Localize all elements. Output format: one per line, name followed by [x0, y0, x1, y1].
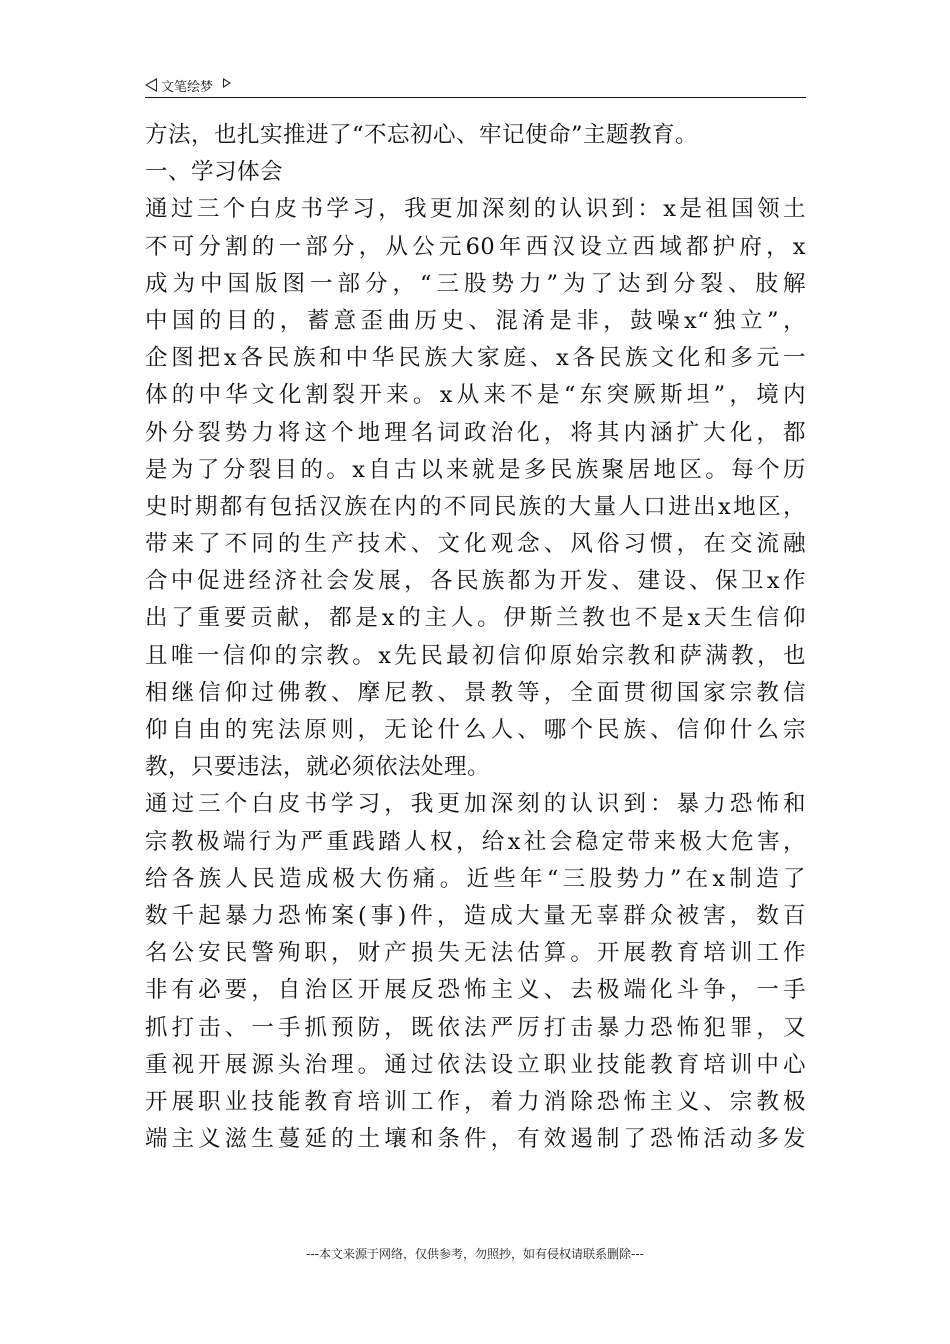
body-line: 非有必要，自治区开展反恐怖主义、去极端化斗争，一手 [145, 977, 806, 1004]
document-body [145, 117, 806, 1158]
body-line: 给各族人民造成极大伤痛。近些年“三股势力”在x制造了 [145, 865, 806, 892]
body-line: 通过三个白皮书学习，我更加深刻的认识到：暴力恐怖和 [145, 791, 806, 818]
body-line: 合中促进经济社会发展，各民族都为开发、建设、保卫x作 [145, 568, 806, 595]
body-line: 抓打击、一手抓预防，既依法严厉打击暴力恐怖犯罪，又 [145, 1014, 806, 1041]
body-line: 带来了不同的生产技术、文化观念、风俗习惯，在交流融 [145, 531, 806, 558]
body-line: 不可分割的一部分，从公元60年西汉设立西域都护府，x [145, 233, 806, 260]
body-line: 端主义滋生蔓延的土壤和条件，有效遏制了恐怖活动多发 [145, 1126, 806, 1153]
page-header [145, 74, 806, 96]
header-divider [145, 97, 806, 98]
body-line: 开展职业技能教育培训工作，着力消除恐怖主义、宗教极 [145, 1088, 806, 1115]
body-line: 外分裂势力将这个地理名词政治化，将其内涵扩大化，都 [145, 419, 806, 446]
left-triangle-icon [145, 78, 157, 92]
body-line: 名公安民警殉职，财产损失无法估算。开展教育培训工作 [145, 940, 806, 967]
body-line: 数千起暴力恐怖案(事)件，造成大量无辜群众被害，数百 [145, 902, 806, 929]
body-line: 体的中华文化割裂开来。x从来不是“东突厥斯坦”，境内 [145, 382, 806, 409]
body-line: 出了重要贡献，都是x的主人。伊斯兰教也不是x天生信仰 [145, 605, 806, 632]
page-footer: ---本文来源于网络，仅供参考，勿照抄，如有侵权请联系删除--- [306, 1247, 644, 1261]
header-title: 文笔绘梦 [161, 79, 214, 95]
body-line: 且唯一信仰的宗教。x先民最初信仰原始宗教和萨满教，也 [145, 642, 806, 669]
body-line: 仰自由的宪法原则，无论什么人、哪个民族、信仰什么宗 [145, 717, 806, 743]
body-line: 教，只要违法，就必须依法处理。 [145, 754, 491, 781]
section-heading: 一、学习体会 [145, 159, 284, 186]
body-line: 中国的目的，蓄意歪曲历史、混淆是非，鼓噪x“独立”， [145, 307, 806, 334]
body-line: 通过三个白皮书学习，我更加深刻的认识到：x是祖国领土 [145, 196, 806, 223]
body-line: 是为了分裂目的。x自古以来就是多民族聚居地区。每个历 [145, 456, 806, 483]
body-line: 成为中国版图一部分，“三股势力”为了达到分裂、肢解 [145, 270, 806, 297]
body-line: 方法，也扎实推进了“不忘初心、牢记使命”主题教育。 [145, 122, 699, 148]
body-line: 企图把x各民族和中华民族大家庭、x各民族文化和多元一 [145, 345, 806, 372]
right-triangle-icon [223, 78, 231, 88]
body-line: 史时期都有包括汉族在内的不同民族的大量人口进出x地区， [145, 493, 806, 520]
body-line: 重视开展源头治理。通过依法设立职业技能教育培训中心 [145, 1051, 806, 1078]
body-line: 宗教极端行为严重践踏人权，给x社会稳定带来极大危害， [145, 828, 806, 855]
body-line: 相继信仰过佛教、摩尼教、景教等，全面贯彻国家宗教信 [145, 679, 806, 706]
